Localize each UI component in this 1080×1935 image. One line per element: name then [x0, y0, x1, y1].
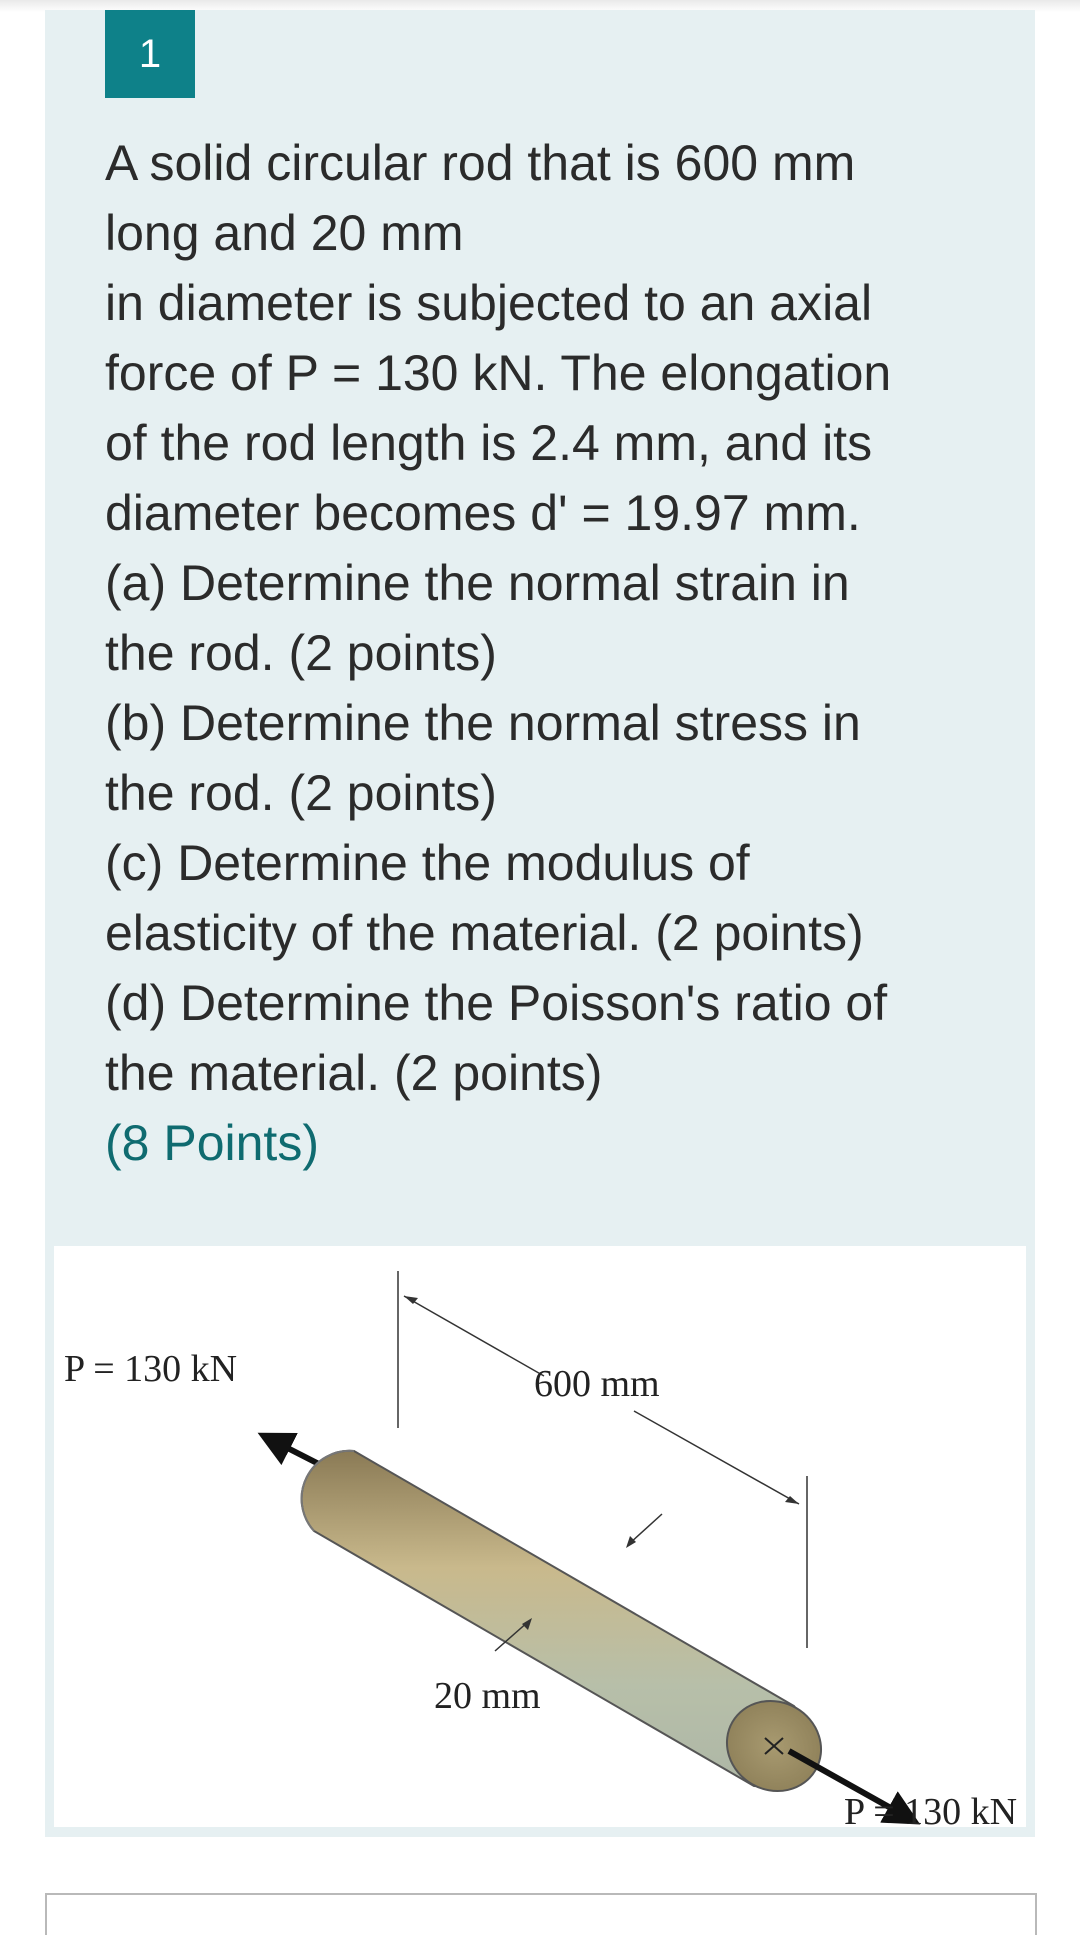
question-line: force of P = 130 kN. The elongation — [105, 345, 892, 401]
question-line: diameter becomes d' = 19.97 mm. — [105, 485, 861, 541]
rod-diagram — [54, 1246, 1026, 1827]
question-line: (c) Determine the modulus of — [105, 835, 750, 891]
question-line: the material. (2 points) — [105, 1045, 603, 1101]
question-line: long and 20 mm — [105, 205, 464, 261]
length-label: 600 mm — [534, 1363, 660, 1405]
length-dimension-line-b — [634, 1411, 799, 1504]
question-number-badge: 1 — [105, 10, 195, 98]
right-load-label: P = 130 kN — [844, 1791, 1018, 1827]
question-line: (a) Determine the normal strain in — [105, 555, 850, 611]
question-line: (b) Determine the normal stress in — [105, 695, 861, 751]
question-card — [45, 10, 1035, 1837]
question-line: in diameter is subjected to an axial — [105, 275, 873, 331]
question-line: A solid circular rod that is 600 mm — [105, 135, 856, 191]
rod-body — [302, 1451, 838, 1808]
question-points: (8 Points) — [105, 1115, 319, 1171]
question-line: elasticity of the material. (2 points) — [105, 905, 864, 961]
question-line: the rod. (2 points) — [105, 765, 497, 821]
question-line: (d) Determine the Poisson's ratio of — [105, 975, 888, 1031]
question-text — [105, 128, 1005, 1178]
answer-input-box[interactable] — [45, 1893, 1037, 1935]
left-load-label: P = 130 kN — [64, 1348, 238, 1390]
rod-figure — [54, 1246, 1026, 1827]
length-dimension-line-a — [404, 1296, 544, 1376]
diameter-leader-top — [629, 1514, 662, 1544]
question-line: the rod. (2 points) — [105, 625, 497, 681]
question-line: of the rod length is 2.4 mm, and its — [105, 415, 873, 471]
diameter-label: 20 mm — [434, 1675, 541, 1717]
diameter-arrow-top — [626, 1536, 636, 1548]
